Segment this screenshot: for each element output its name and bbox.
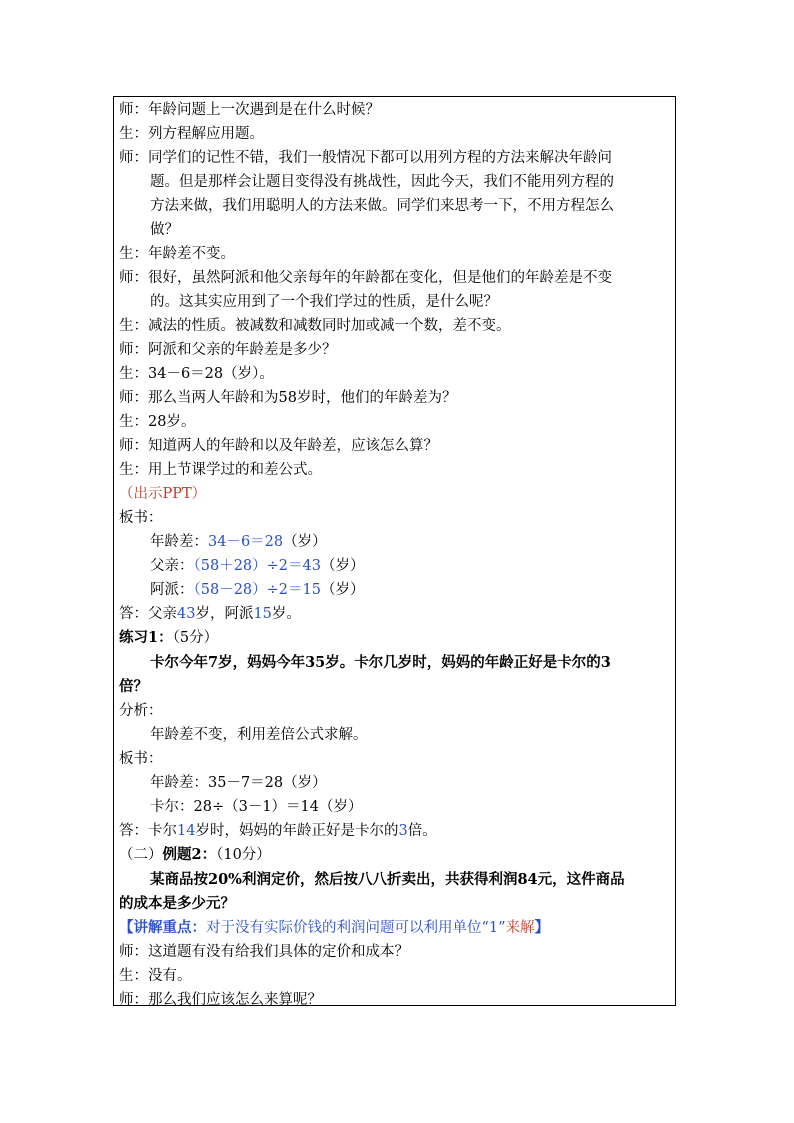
example-question: 某商品按20%利润定价，然后按八八折卖出，共获得利润84元，这件商品 [150, 871, 625, 888]
answer-number: 14 [177, 823, 196, 839]
board-line-expression: 34－6＝28 [208, 534, 284, 550]
answer-number: 43 [177, 606, 196, 622]
example-heading [119, 843, 671, 867]
answer-line [119, 602, 671, 626]
key-point [119, 916, 671, 940]
dialogue-line: 师：知道两人的年龄和以及年龄差，应该怎么算？ [119, 438, 438, 454]
key-point-close: 】 [534, 919, 550, 936]
example-title: 例题2： [162, 846, 217, 863]
dialogue-line: 题。但是那样会让题目变得没有挑战性，因此今天，我们不能用列方程的 [150, 174, 614, 190]
dialogue-line: 生：没有。 [119, 968, 192, 984]
exercise-time: （5分） [172, 630, 219, 646]
answer-text: 答：卡尔 [119, 823, 177, 839]
key-point-open: 【讲解重点： [119, 919, 206, 936]
board-label: 板书： [119, 510, 163, 526]
dialogue-line: 生：减法的性质。被减数和减数同时加或减一个数，差不变。 [119, 318, 511, 334]
board-line-expression: （58＋28）÷2＝43 [193, 558, 321, 574]
board-line-unit: （岁） [283, 534, 327, 550]
board-line [119, 578, 671, 602]
dialogue-line: 师：那么当两人年龄和为58岁时，他们的年龄差为？ [119, 390, 457, 406]
answer-text: 岁，阿派 [195, 606, 254, 622]
dialogue-line: 生：34－6＝28（岁）。 [119, 366, 274, 382]
answer-number: 3 [398, 823, 408, 839]
board-line-label: 卡尔： [150, 799, 194, 815]
board-line-expression: 28÷（3－1）＝14 [193, 799, 320, 815]
answer-text: 岁。 [271, 606, 301, 622]
answer-text: 答：父亲 [119, 606, 177, 622]
board-line-expression: （58－28）÷2＝15 [193, 582, 321, 598]
answer-text: 岁时，妈妈的年龄正好是卡尔的 [195, 823, 399, 839]
board-line [119, 795, 671, 819]
dialogue-line: 方法来做，我们用聪明人的方法来做。同学们来思考一下，不用方程怎么 [150, 198, 614, 214]
board-line-unit: （岁） [320, 582, 365, 598]
dialogue-line: 师：那么我们应该怎么来算呢？ [119, 992, 322, 1008]
dialogue-line: 师：这道题有没有给我们具体的定价和成本？ [119, 944, 409, 960]
example-number: （二） [119, 847, 163, 863]
dialogue-line: 生：28岁。 [119, 414, 196, 430]
dialogue-line: 师：年龄问题上一次遇到是在什么时候？ [119, 102, 380, 118]
dialogue-line: 的。这其实应用到了一个我们学过的性质，是什么呢？ [150, 294, 498, 310]
dialogue-line: 师：很好，虽然阿派和他父亲每年的年龄都在变化，但是他们的年龄差是不变 [119, 270, 612, 286]
board-line [119, 530, 671, 554]
board-line [119, 554, 671, 578]
dialogue-line: 师：阿派和父亲的年龄差是多少？ [119, 342, 337, 358]
answer-line [119, 819, 671, 843]
board-line-unit: （岁） [320, 558, 365, 574]
example-time: （10分） [216, 847, 271, 863]
exercise-question: 卡尔今年7岁，妈妈今年35岁。卡尔几岁时，妈妈的年龄正好是卡尔的3 [150, 654, 611, 671]
dialogue-line: 做？ [150, 222, 179, 238]
lesson-content [119, 98, 671, 1012]
key-point-text: 对于没有实际价钱的利润问题可以利用单位“1” [206, 920, 506, 936]
exercise-question: 倍？ [119, 678, 148, 695]
answer-text: 倍。 [407, 823, 437, 839]
dialogue-line: 师：同学们的记性不错，我们一般情况下都可以用列方程的方法来解决年龄问 [119, 150, 612, 166]
board-line-label: 父亲： [150, 558, 194, 574]
example-question: 的成本是多少元？ [119, 895, 235, 912]
exercise-title: 练习1： [119, 629, 173, 646]
dialogue-line: 生：年龄差不变。 [119, 246, 235, 262]
dialogue-line: 生：列方程解应用题。 [119, 126, 264, 142]
board-line: 年龄差：35－7＝28（岁） [150, 775, 327, 791]
board-line-unit: （岁） [319, 799, 363, 815]
board-line-label: 年龄差： [150, 534, 208, 550]
ppt-note: （出示PPT） [119, 486, 207, 502]
analysis-text: 年龄差不变，利用差倍公式求解。 [150, 727, 368, 743]
board-label: 板书： [119, 751, 163, 767]
answer-number: 15 [253, 606, 272, 622]
analysis-label: 分析： [119, 703, 163, 719]
board-line-label: 阿派： [150, 582, 194, 598]
key-point-highlight: 来解 [505, 920, 535, 936]
exercise-heading [119, 626, 671, 650]
dialogue-line: 生：用上节课学过的和差公式。 [119, 462, 322, 478]
